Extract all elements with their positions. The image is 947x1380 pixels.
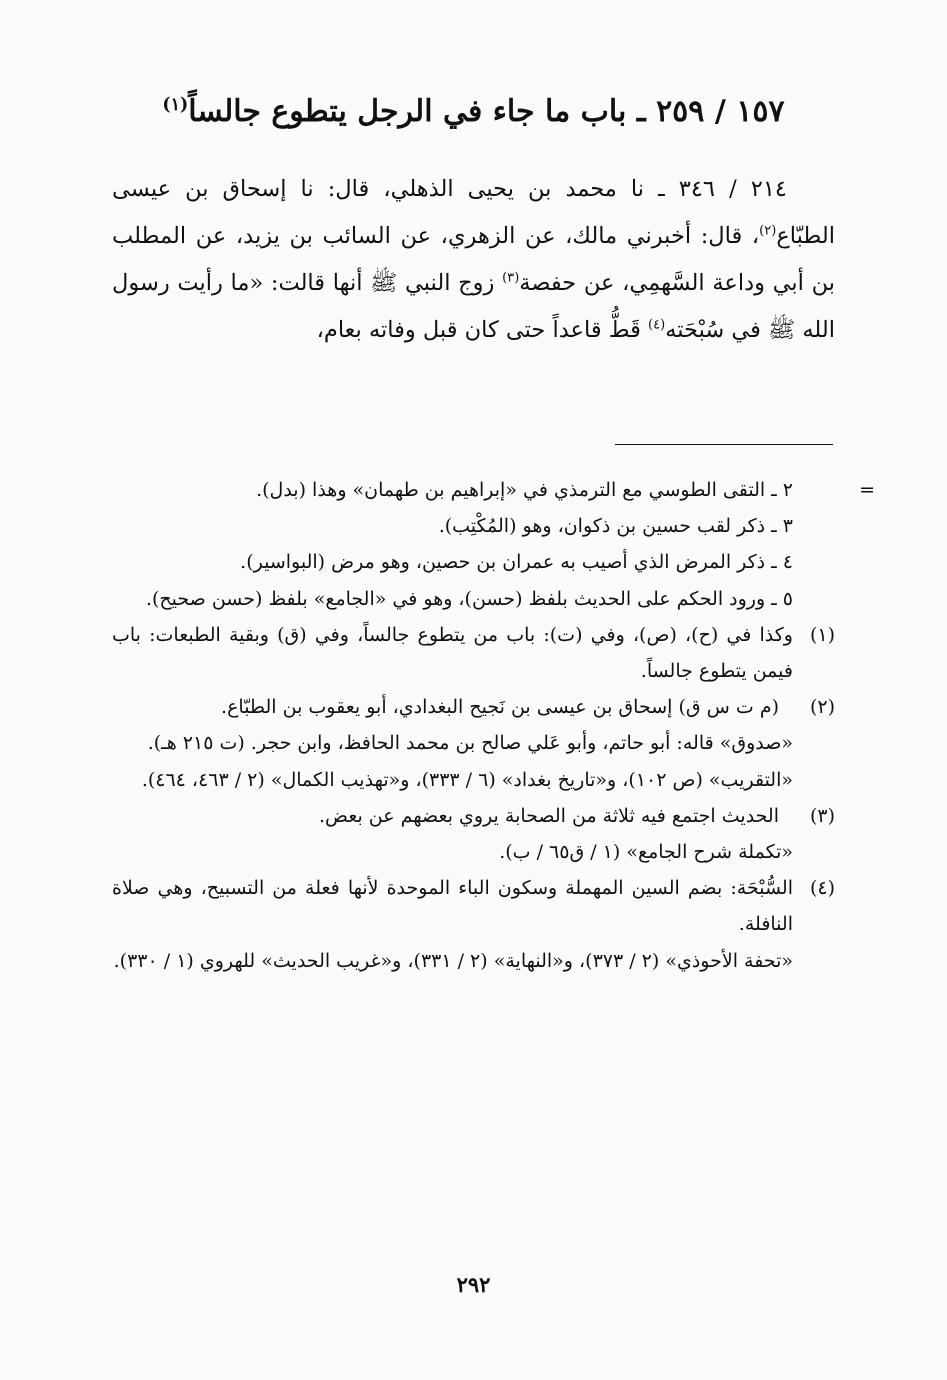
footnote-text: السُّبْحَة: بضم السين المهملة وسكون الباء الموحدة لأنها فعلة من التسبيح، وهي صلاة النافلة. — [112, 877, 793, 936]
footnote-number: (٢) — [809, 696, 835, 719]
footnote-text: «تحفة الأحوذي» (٢ / ٣٧٣)، و«النهاية» (٢ / ٣٣١)، و«غريب الحديث» للهروي (١ / ٣٣٠). — [113, 949, 793, 972]
page-number: ٢٩٢ — [456, 1272, 491, 1297]
continued-item: ٢ ـ التقى الطوسي مع الترمذي في «إبراهيم بن طهمان» وهذا (بدل). — [256, 479, 793, 501]
footnote-ref-4[interactable]: (٤) — [648, 317, 666, 333]
hadith-segment-1: ٢١٤ / ٣٤٦ ـ نا محمد بن يحيى الذهلي، قال: نا إسحاق بن عيسى الطبّاع — [112, 176, 835, 249]
footnote-3 — [112, 798, 835, 870]
footnote-divider — [615, 444, 833, 445]
hadith-text — [112, 166, 835, 354]
footnote-text: الحديث اجتمع فيه ثلاثة من الصحابة يروي بعضهم عن بعض. — [319, 804, 779, 827]
hadith-paragraph — [112, 166, 835, 354]
footnote-text: «صدوق» قاله: أبو حاتم، وأبو عَلي صالح بن محمد الحافظ، وابن حجر. (ت ٢١٥ هـ). — [147, 732, 793, 755]
footnote-ref-1[interactable]: (١) — [162, 95, 189, 115]
footnote-ref-3[interactable]: (٣) — [502, 270, 520, 286]
chapter-heading — [60, 92, 887, 132]
footnotes-section — [112, 472, 875, 979]
footnote-text: «تكملة شرح الجامع» (١ / ق٦٥ / ب). — [499, 841, 793, 864]
footnote-text: (م ت س ق) إسحاق بن عيسى بن نَجيح البغدادي، أبو يعقوب بن الطبّاع. — [221, 696, 779, 719]
footnote-1 — [112, 617, 835, 689]
footnote-ref-2[interactable]: (٢) — [759, 223, 777, 239]
footnote-text: وكذا في (ح)، (ص)، وفي (ت): باب من يتطوع جالساً، وفي (ق) وبقية الطبعات: باب فيمن يتطوع جالساً. — [112, 623, 793, 683]
continuation-marker: = — [859, 479, 875, 501]
hadith-segment-4: قَطُّ قاعداً حتى كان قبل وفاته بعام، — [316, 317, 648, 343]
hadith-segment-2: ، قال: أخبرني مالك، عن الزهري، عن السائب بن يزيد، عن المطلب بن أبي وداعة السَّهمِي، عن حفصة — [112, 223, 835, 296]
footnote-number: (١) — [809, 623, 835, 646]
continued-item: ٣ ـ ذكر لقب حسين بن ذكوان، وهو (المُكْتِب). — [438, 515, 793, 538]
footnote-text: «التقريب» (ص ١٠٢)، و«تاريخ بغداد» (٦ / ٣٣٣)، و«تهذيب الكمال» (٢ / ٤٦٣، ٤٦٤). — [141, 768, 793, 791]
footnote-continuation — [112, 472, 875, 617]
hadith-segment-3: زوج النبي ﷺ أنها قالت: «ما رأيت رسول الله ﷺ في سُبْحَته — [112, 270, 835, 343]
footnote-number: (٣) — [809, 804, 835, 827]
chapter-heading-text: ١٥٧ / ٢٥٩ ـ باب ما جاء في الرجل يتطوع جالساً — [188, 94, 785, 129]
footnote-number: (٤) — [809, 877, 835, 900]
footnote-2 — [112, 689, 835, 798]
footnote-4 — [112, 870, 835, 979]
continued-item: ٤ ـ ذكر المرض الذي أصيب به عمران بن حصين، وهو مرض (البواسير). — [240, 551, 793, 574]
continued-item: ٥ ـ ورود الحكم على الحديث بلفظ (حسن)، وهو في «الجامع» بلفظ (حسن صحيح). — [145, 587, 793, 610]
